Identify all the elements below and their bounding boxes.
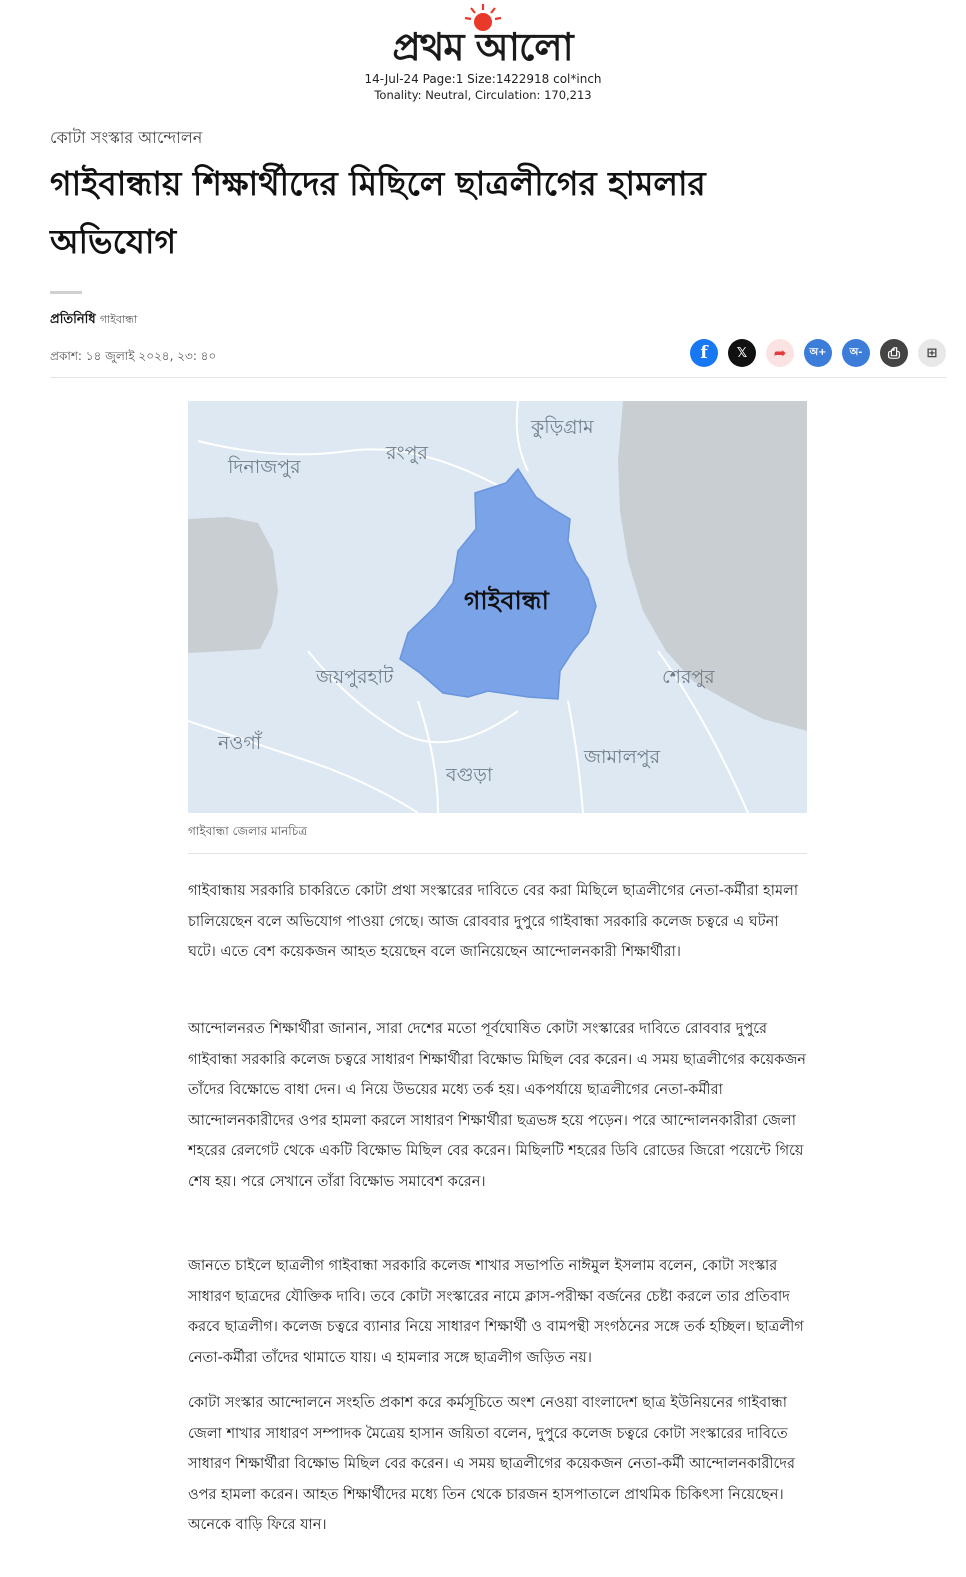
author-location: গাইবান্ধা — [99, 313, 138, 326]
map-label-jamalpur: জামালপুর — [584, 746, 661, 768]
font-decrease-button[interactable] — [842, 339, 870, 367]
header-divider — [50, 377, 946, 378]
bookmark-button[interactable] — [918, 339, 946, 367]
font-increase-icon: অ+ — [809, 346, 827, 358]
bookmark-icon: ⊞ — [926, 345, 938, 361]
map-caption: গাইবান্ধা জেলার মানচিত্র — [188, 824, 308, 838]
article-headline: গাইবান্ধায় শিক্ষার্থীদের মিছিলে ছাত্রলীগের হামলার অভিযোগ — [50, 164, 706, 261]
map-label-bogura: বগুড়া — [446, 764, 493, 786]
paragraph-3: জানতে চাইলে ছাত্রলীগ গাইবান্ধা সরকারি কলেজ শাখার সভাপতি নাঈমুল ইসলাম বলেন, কোটা সংস্কার সাধারণ ছাত্রদের যৌক্তিক দাবি। তবে কোটা সংস্কারের নামে ক্লাস-পরীক্ষা বর্জনের চেষ্টা করলে তার প্রতিবাদ করবে ছাত্রলীগ। কলেজ চত্বরে ব্যানার নিয়ে সাধারণ শিক্ষার্থী ও বামপন্থী সংগঠনের সঙ্গে তর্ক হচ্ছিল। ছাত্রলীগ নেতা-কর্মীরা তাঁদের থামাতে যায়। এ হামলার সঙ্গে ছাত্রলীগ জড়িত নয়। — [188, 1258, 804, 1366]
facebook-share-button[interactable] — [690, 339, 718, 367]
map-label-joypurhat: জয়পুরহাট — [316, 666, 394, 688]
headline-rule — [50, 291, 82, 294]
prothom-alo-logo[interactable] — [345, 2, 620, 72]
font-increase-button[interactable] — [804, 339, 832, 367]
byline — [50, 310, 137, 331]
publish-date: প্রকাশ: ১৪ জুলাই ২০২৪, ২৩: ৪০ — [50, 349, 217, 363]
map-label-sherpur: শেরপুর — [662, 666, 715, 688]
x-icon: 𝕏 — [736, 345, 748, 361]
map-label-dinajpur: দিনাজপুর — [228, 456, 301, 478]
gaibandha-district-map — [188, 401, 807, 813]
share-icon: ➦ — [773, 344, 787, 362]
clipping-meta-line2: Tonality: Neutral, Circulation: 170,213 — [374, 88, 592, 102]
section-label[interactable]: কোটা সংস্কার আন্দোলন — [50, 128, 203, 147]
author-name[interactable]: প্রতিনিধি — [50, 312, 96, 327]
logo-wordmark: প্রথম আলো — [392, 24, 573, 69]
caption-divider — [188, 853, 807, 854]
share-button[interactable] — [766, 339, 794, 367]
paragraph-2: আন্দোলনরত শিক্ষার্থীরা জানান, সারা দেশের মতো পূর্বঘোষিত কোটা সংস্কারের দাবিতে রোববার দুপুরে গাইবান্ধা সরকারি কলেজ চত্বরে সাধারণ শিক্ষার্থীরা বিক্ষোভ মিছিল বের করেন। এ সময় ছাত্রলীগের কয়েকজন তাঁদের বিক্ষোভে বাধা দেন। এ নিয়ে উভয়ের মধ্যে তর্ক হয়। একপর্যায়ে ছাত্রলীগের নেতা-কর্মীরা আন্দোলনকারীদের ওপর হামলা করলে সাধারণ শিক্ষার্থীরা ছত্রভঙ্গ হয়ে পড়েন। পরে আন্দোলনকারীরা জেলা শহরের রেলগেট থেকে একটি বিক্ষোভ মিছিল বের করেন। মিছিলটি শহরের ডিবি রোডের জিরো পয়েন্টে গিয়ে শেষ হয়। পরে সেখানে তাঁরা বিক্ষোভ সমাবেশ করেন। — [188, 1021, 806, 1190]
paragraph-1: গাইবান্ধায় সরকারি চাকরিতে কোটা প্রথা সংস্কারের দাবিতে বের করা মিছিলে ছাত্রলীগের নেতা-কর্মীরা হামলা চালিয়েছেন বলে অভিযোগ পাওয়া গেছে। আজ রোববার দুপুরে গাইবান্ধা সরকারি কলেজ চত্বরে এ ঘটনা ঘটে। এতে বেশ কয়েকজন আহত হয়েছেন বলে জানিয়েছেন আন্দোলনকারী শিক্ষার্থীরা। — [188, 883, 799, 960]
map-label-naogaon: নওগাঁ — [218, 732, 262, 754]
print-icon: ⎙ — [887, 344, 900, 362]
font-decrease-icon: অ- — [849, 346, 863, 358]
map-label-rangpur: রংপুর — [386, 442, 428, 464]
paragraph-4: কোটা সংস্কার আন্দোলনে সংহতি প্রকাশ করে কর্মসূচিতে অংশ নেওয়া বাংলাদেশ ছাত্র ইউনিয়নের গাইবান্ধা জেলা শাখার সাধারণ সম্পাদক মৈত্রেয় হাসান জয়িতা বলেন, দুপুরে কলেজ চত্বরে কোটা সংস্কারের দাবিতে সাধারণ শিক্ষার্থীরা বিক্ষোভ মিছিল বের করেন। এ সময় ছাত্রলীগের কয়েকজন নেতা-কর্মী আন্দোলনকারীদের ওপর হামলা করেন। আহত শিক্ষার্থীদের মধ্যে তিন থেকে চারজন হাসপাতালে প্রাথমিক চিকিৎসা নিয়েছেন। অনেকে বাড়ি ফিরে যান। — [188, 1395, 795, 1533]
map-river-left — [188, 517, 278, 653]
facebook-icon: f — [700, 343, 708, 363]
clipping-meta-line1: 14-Jul-24 Page:1 Size:1422918 col*inch — [364, 72, 602, 86]
x-share-button[interactable] — [728, 339, 756, 367]
print-button[interactable] — [880, 339, 908, 367]
map-label-kurigram: কুড়িগ্রাম — [531, 416, 594, 438]
map-label-gaibandha: গাইবান্ধা — [464, 586, 549, 615]
